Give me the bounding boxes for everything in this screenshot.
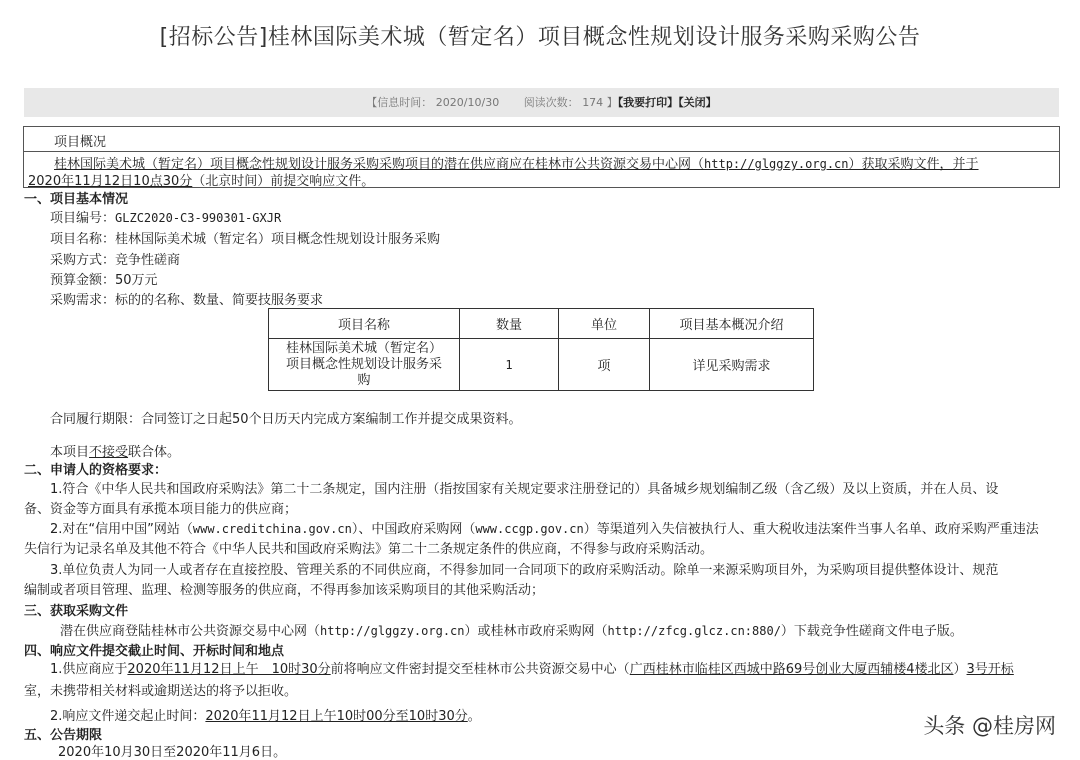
ccgp-link[interactable]: www.ccgp.gov.cn — [475, 522, 584, 536]
section-4-heading: 四、响应文件提交截止时间、开标时间和地点 — [24, 644, 285, 659]
obtain-documents-text: 潜在供应商登陆桂林市公共资源交易中心网（http://glggzy.org.cn）或桂林市政府采购网（http://zfcg.glcz.cn:880/）下载竞争性磋商文件电子版。 — [60, 624, 963, 639]
qualification-1-line-1: 1.符合《中华人民共和国政府采购法》第二十二条规定，国内注册（指按国家有关规定要求注册登记的）具备城乡规划编制乙级（含乙级）及以上资质，并在人员、设 — [50, 482, 999, 497]
divider — [24, 151, 1059, 152]
zfcg-link[interactable]: http://zfcg.glcz.cn:880/ — [607, 624, 781, 638]
table-row — [269, 339, 814, 391]
overview-heading: 项目概况 — [54, 135, 107, 150]
qualification-3-line-1: 3.单位负责人为同一人或者存在直接控股、管理关系的不同供应商，不得参加同一合同项下的政府采购活动。除单一来源采购项目外，为采购项目提供整体设计、规范 — [50, 563, 999, 578]
read-count-label: 阅读次数： — [523, 96, 579, 109]
table-cell-unit: 项 — [559, 339, 650, 391]
section-3-heading: 三、获取采购文件 — [24, 604, 129, 619]
budget-amount: 预算金额：50万元 — [50, 273, 158, 288]
table-header-row — [269, 309, 814, 339]
glggzy-link[interactable]: http://glggzy.org.cn — [704, 157, 849, 171]
info-date-label: 【信息时间： 2020/10/30 — [366, 96, 500, 109]
table-header: 单位 — [559, 309, 650, 339]
table-header: 项目名称 — [269, 309, 460, 339]
info-bar: 【信息时间： 2020/10/30 阅读次数： 174 】【我要打印】【关闭】 — [24, 88, 1059, 117]
procurement-method: 采购方式：竞争性磋商 — [50, 253, 181, 268]
submission-line-1: 1.供应商应于2020年11月12日上午 10时30分前将响应文件密封提交至桂林市公共资源交易中心（广西桂林市临桂区西城中路69号创业大厦西辅楼4楼北区）3号开标 — [50, 662, 1014, 677]
qualification-3-line-2: 编制或者项目管理、监理、检测等服务的供应商，不得再参加该采购项目的其他采购活动； — [24, 583, 545, 598]
creditchina-link[interactable]: www.creditchina.gov.cn — [192, 522, 352, 536]
table-header: 项目基本概况介绍 — [650, 309, 814, 339]
qualification-2-line-1: 2.对在“信用中国”网站（www.creditchina.gov.cn）、中国政府采购网（www.ccgp.gov.cn）等渠道列入失信被执行人、重大税收违法案件当事人名单、政府采购严重违法 — [50, 522, 1039, 537]
submission-line-2: 室，未携带相关材料或逾期送达的将予以拒收。 — [24, 684, 298, 699]
close-link[interactable]: 【关闭】 — [678, 96, 717, 109]
procurement-demand: 采购需求：标的的名称、数量、简要技服务要求 — [50, 293, 324, 308]
table-cell-desc: 详见采购需求 — [650, 339, 814, 391]
watermark: 头条 @桂房网 — [923, 714, 1056, 738]
table-cell-name: 桂林国际美术城（暂定名） 项目概念性规划设计服务采 购 — [269, 339, 460, 391]
demand-table — [268, 308, 814, 391]
qualification-1-line-2: 备、资金等方面具有承揽本项目能力的供应商； — [24, 502, 298, 517]
notice-period: 2020年10月30日至2020年11月6日。 — [58, 745, 287, 760]
qualification-2-line-2: 失信行为记录名单及其他不符合《中华人民共和国政府采购法》第二十二条规定条件的供应商，不得参与政府采购活动。 — [24, 542, 714, 557]
section-5-heading: 五、公告期限 — [24, 728, 103, 743]
submission-time: 2.响应文件递交起止时间：2020年11月12日上午10时00分至10时30分。 — [50, 709, 481, 724]
overview-line-1: 桂林国际美术城（暂定名）项目概念性规划设计服务采购采购项目的潜在供应商应在桂林市公共资源交易中心网（http://glggzy.org.cn）获取采购文件，并于 — [54, 157, 979, 172]
project-overview-box — [23, 126, 1060, 188]
table-header: 数量 — [460, 309, 559, 339]
table-cell-qty: 1 — [460, 339, 559, 391]
page-title: [招标公告]桂林国际美术城（暂定名）项目概念性规划设计服务采购采购公告 — [159, 25, 921, 50]
consortium-note: 本项目不接受联合体。 — [50, 445, 181, 460]
contract-period: 合同履行期限：合同签订之日起50个日历天内完成方案编制工作并提交成果资料。 — [50, 412, 522, 427]
project-name: 项目名称：桂林国际美术城（暂定名）项目概念性规划设计服务采购 — [50, 232, 441, 247]
section-1-heading: 一、项目基本情况 — [24, 192, 129, 207]
glggzy-download-link[interactable]: http://glggzy.org.cn — [320, 624, 465, 638]
print-link[interactable]: 【我要打印】 — [617, 96, 679, 109]
read-count: 174 — [582, 96, 604, 109]
overview-line-2: 2020年11月12日10点30分（北京时间）前提交响应文件。 — [28, 174, 375, 189]
section-2-heading: 二、申请人的资格要求： — [24, 463, 168, 478]
project-code: 项目编号：GLZC2020-C3-990301-GXJR — [50, 211, 282, 226]
